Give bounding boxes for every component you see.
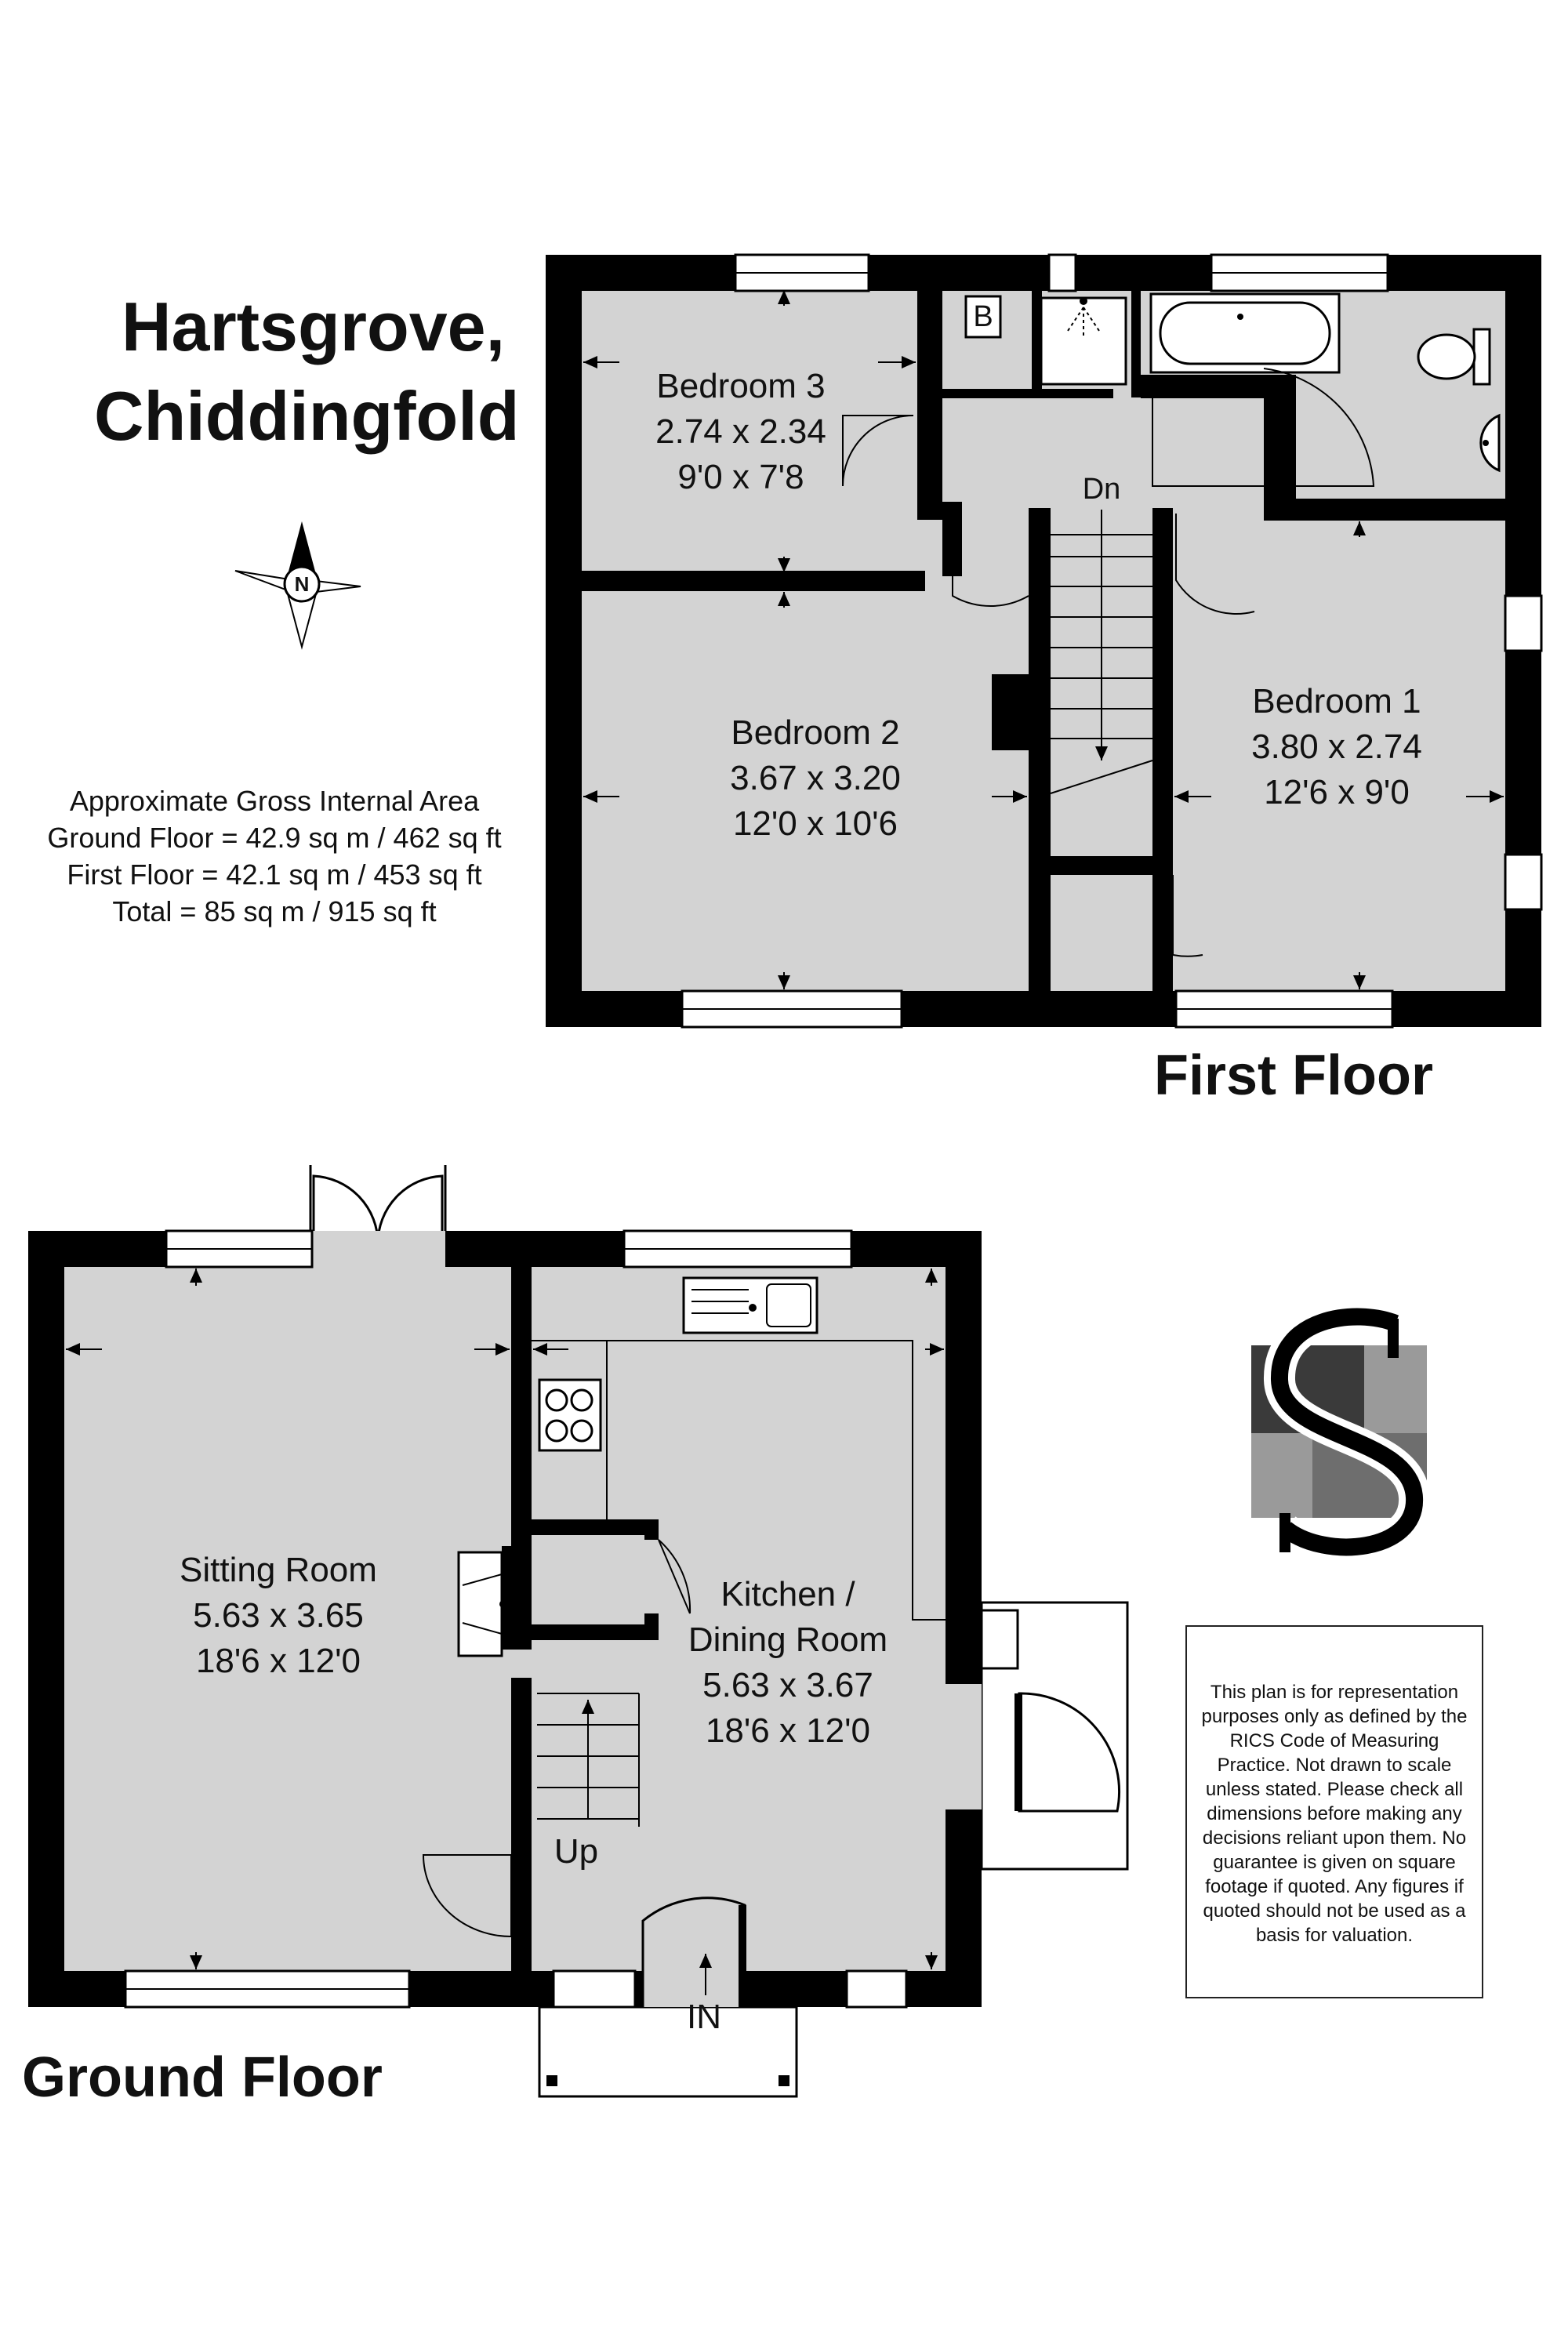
area-total: Total = 85 sq m / 915 sq ft (112, 895, 437, 927)
sink-icon (684, 1278, 817, 1333)
room-label-sitting-room (141, 1548, 416, 1684)
room-label-bedroom-1 (1207, 679, 1466, 815)
room-name: Bedroom 3 (656, 367, 826, 405)
room-label-bedroom-2 (682, 710, 949, 847)
room-metric: 5.63 x 3.65 (193, 1596, 364, 1635)
room-imperial: 18'6 x 12'0 (705, 1711, 871, 1750)
area-ground: Ground Floor = 42.9 sq m / 462 sq ft (47, 822, 502, 854)
room-name: Sitting Room (180, 1551, 377, 1589)
boiler-label: B (973, 300, 993, 333)
property-title-line2: Chiddingfold (94, 377, 520, 455)
room-name: Bedroom 1 (1252, 682, 1421, 720)
disclaimer-text: This plan is for representation purposes only as defined by the RICS Code of Measuring Practice. Not drawn to scale unless stated. Please check all dimensions before making any decisions reliant upon them. No guarantee is given on square footage if quoted. Any figures if quoted should not be used as a basis for valuation. (1201, 1682, 1468, 1946)
hob-icon (539, 1380, 601, 1450)
room-label-kitchen-dining (659, 1572, 917, 1754)
room-imperial: 9'0 x 7'8 (677, 458, 804, 496)
room-imperial: 12'6 x 9'0 (1264, 773, 1410, 811)
room-metric: 2.74 x 2.34 (655, 412, 826, 451)
entrance-label: IN (687, 1998, 721, 2036)
area-heading: Approximate Gross Internal Area (69, 785, 480, 817)
agent-logo-icon (1251, 1317, 1427, 1552)
room-label-bedroom-3 (612, 364, 870, 500)
room-metric: 3.80 x 2.74 (1251, 728, 1422, 766)
room-name: Bedroom 2 (731, 713, 900, 752)
room-name-line2: Dining Room (688, 1621, 888, 1659)
stairs-down-label: Dn (1082, 473, 1121, 506)
area-summary (31, 782, 517, 930)
shower-icon (1041, 297, 1126, 384)
fireplace-icon (459, 1552, 507, 1656)
stairs-up-label: Up (554, 1832, 599, 1871)
room-imperial: 12'0 x 10'6 (732, 804, 898, 843)
first-floor-label: First Floor (1154, 1044, 1433, 1107)
property-title-line1: Hartsgrove, (122, 288, 506, 365)
area-first: First Floor = 42.1 sq m / 453 sq ft (67, 858, 482, 891)
ground-floor-label: Ground Floor (22, 2046, 383, 2109)
disclaimer-box (1185, 1625, 1483, 1998)
compass-north-label: N (294, 572, 310, 596)
room-imperial: 18'6 x 12'0 (195, 1642, 361, 1680)
room-metric: 3.67 x 3.20 (730, 759, 901, 797)
room-name: Kitchen / (720, 1575, 855, 1613)
room-metric: 5.63 x 3.67 (702, 1666, 873, 1704)
bath-icon (1151, 294, 1339, 372)
